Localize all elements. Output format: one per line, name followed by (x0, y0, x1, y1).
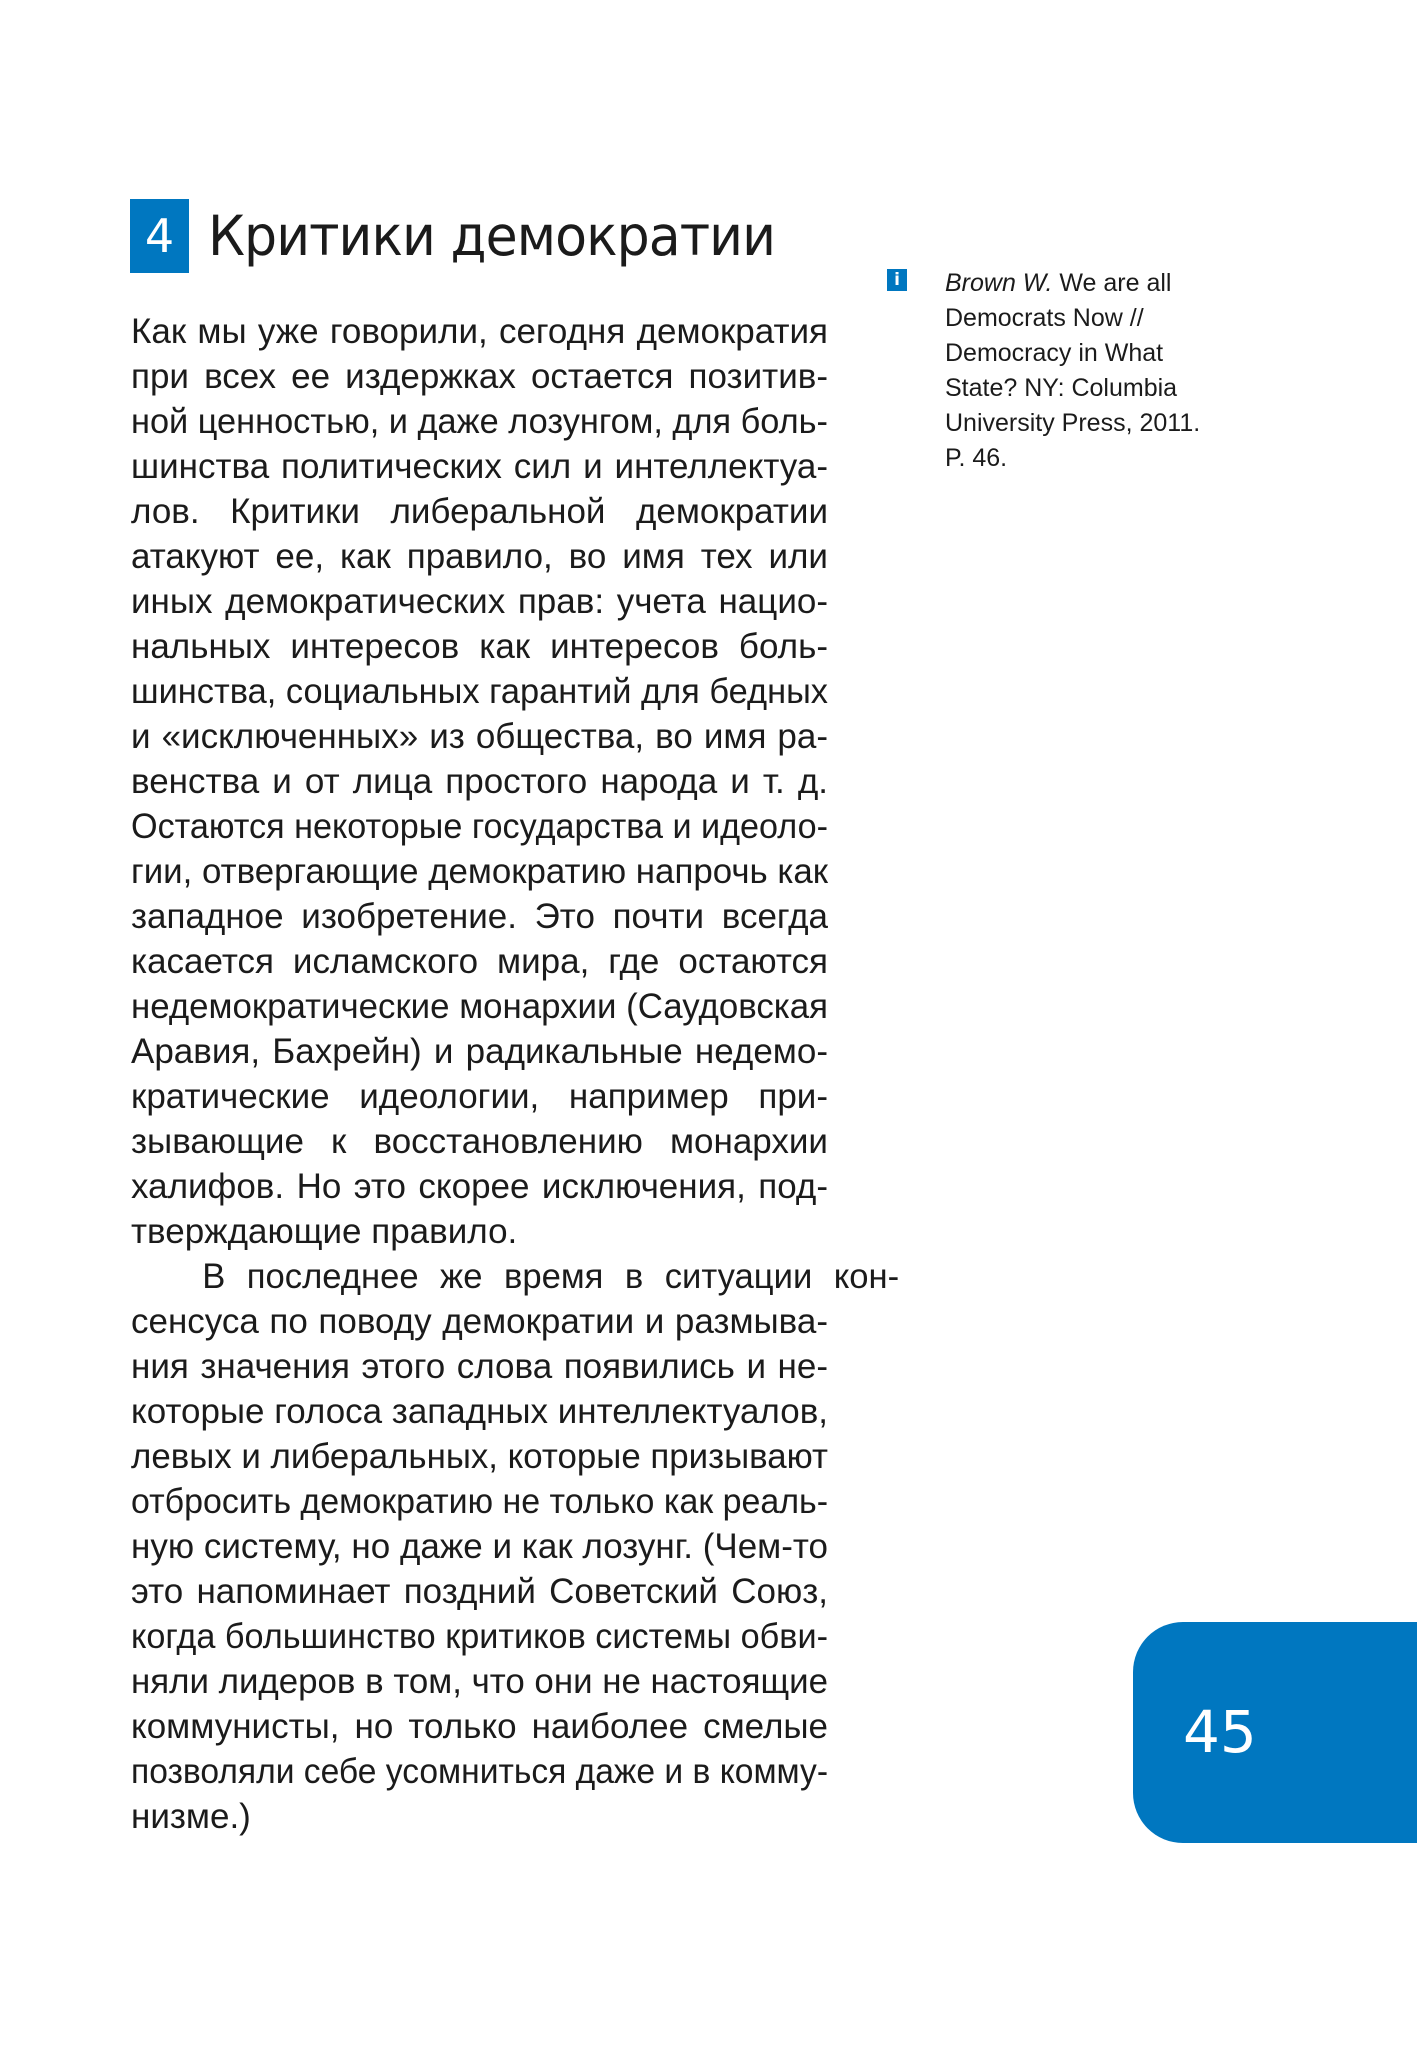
body-line: ной ценностью, и даже лозунгом, для боль- (131, 402, 828, 441)
body-line: отбросить демократию не только как реаль- (131, 1482, 828, 1521)
body-line: Остаются некоторые государства и идеоло- (131, 807, 828, 846)
body-line: западное изобретение. Это почти всегда (131, 897, 828, 936)
footnote-line: State? NY: Columbia (945, 374, 1178, 402)
body-line: недемократические монархии (Саудовская (131, 987, 828, 1026)
footnote-line: P. 46. (945, 444, 1008, 472)
body-line: Как мы уже говорили, сегодня демократия (131, 312, 828, 351)
body-text (131, 309, 900, 1839)
body-line: левых и либеральных, которые призывают (131, 1437, 828, 1476)
body-line: при всех ее издержках остается позитив- (131, 357, 828, 396)
footnote-line (945, 266, 1265, 301)
footnote-line: Democrats Now // (945, 304, 1144, 332)
body-line: няли лидеров в том, что они не настоящие (131, 1662, 828, 1701)
chapter-number-badge: 4 (130, 199, 189, 273)
body-line: иных демократических прав: учета нацио- (131, 582, 828, 621)
body-line: шинства политических сил и интеллектуа- (131, 447, 828, 486)
body-line: халифов. Но это скорее исключения, под- (131, 1167, 828, 1206)
page-number-tab (1133, 1622, 1417, 1843)
body-line-paragraph-start: В последнее же время в ситуации кон- (202, 1257, 900, 1296)
page-number: 45 (1183, 1698, 1257, 1766)
body-line: ния значения этого слова появились и не- (131, 1347, 828, 1386)
body-line: тверждающие правило. (131, 1212, 518, 1251)
footnote-line: Democracy in What (945, 339, 1164, 367)
body-line: и «исключенных» из общества, во имя ра- (131, 717, 828, 756)
info-icon: i (887, 269, 907, 291)
chapter-title: Критики демократии (208, 204, 775, 268)
body-line: коммунисты, но только наиболее смелые (131, 1707, 828, 1746)
footnote-line: University Press, 2011. (945, 409, 1201, 437)
body-line: это напоминает поздний Советский Союз, (131, 1572, 828, 1611)
body-line: Аравия, Бахрейн) и радикальные недемо- (131, 1032, 828, 1071)
body-line: позволяли себе усомниться даже и в комму- (131, 1752, 828, 1791)
body-line: ную систему, но даже и как лозунг. (Чем-то (131, 1527, 828, 1566)
body-line: сенсуса по поводу демократии и размыва- (131, 1302, 828, 1341)
body-line: низме.) (131, 1797, 251, 1836)
body-line: которые голоса западных интеллектуалов, (131, 1392, 828, 1431)
footnote-author: Brown W. (945, 269, 1053, 297)
body-line: атакуют ее, как правило, во имя тех или (131, 537, 828, 576)
body-line: нальных интересов как интересов боль- (131, 627, 828, 666)
body-line: шинства, социальных гарантий для бедных (131, 672, 828, 711)
body-line: кратические идеологии, например при- (131, 1077, 828, 1116)
footnote (945, 266, 1265, 476)
body-line: касается исламского мира, где остаются (131, 942, 828, 981)
body-line: лов. Критики либеральной демократии (131, 492, 828, 531)
body-line: гии, отвергающие демократию напрочь как (131, 852, 828, 891)
body-line: зывающие к восстановлению монархии (131, 1122, 828, 1161)
footnote-text: We are all (1059, 269, 1172, 297)
body-line: когда большинство критиков системы обви- (131, 1617, 828, 1656)
body-line: венства и от лица простого народа и т. д. (131, 762, 828, 801)
